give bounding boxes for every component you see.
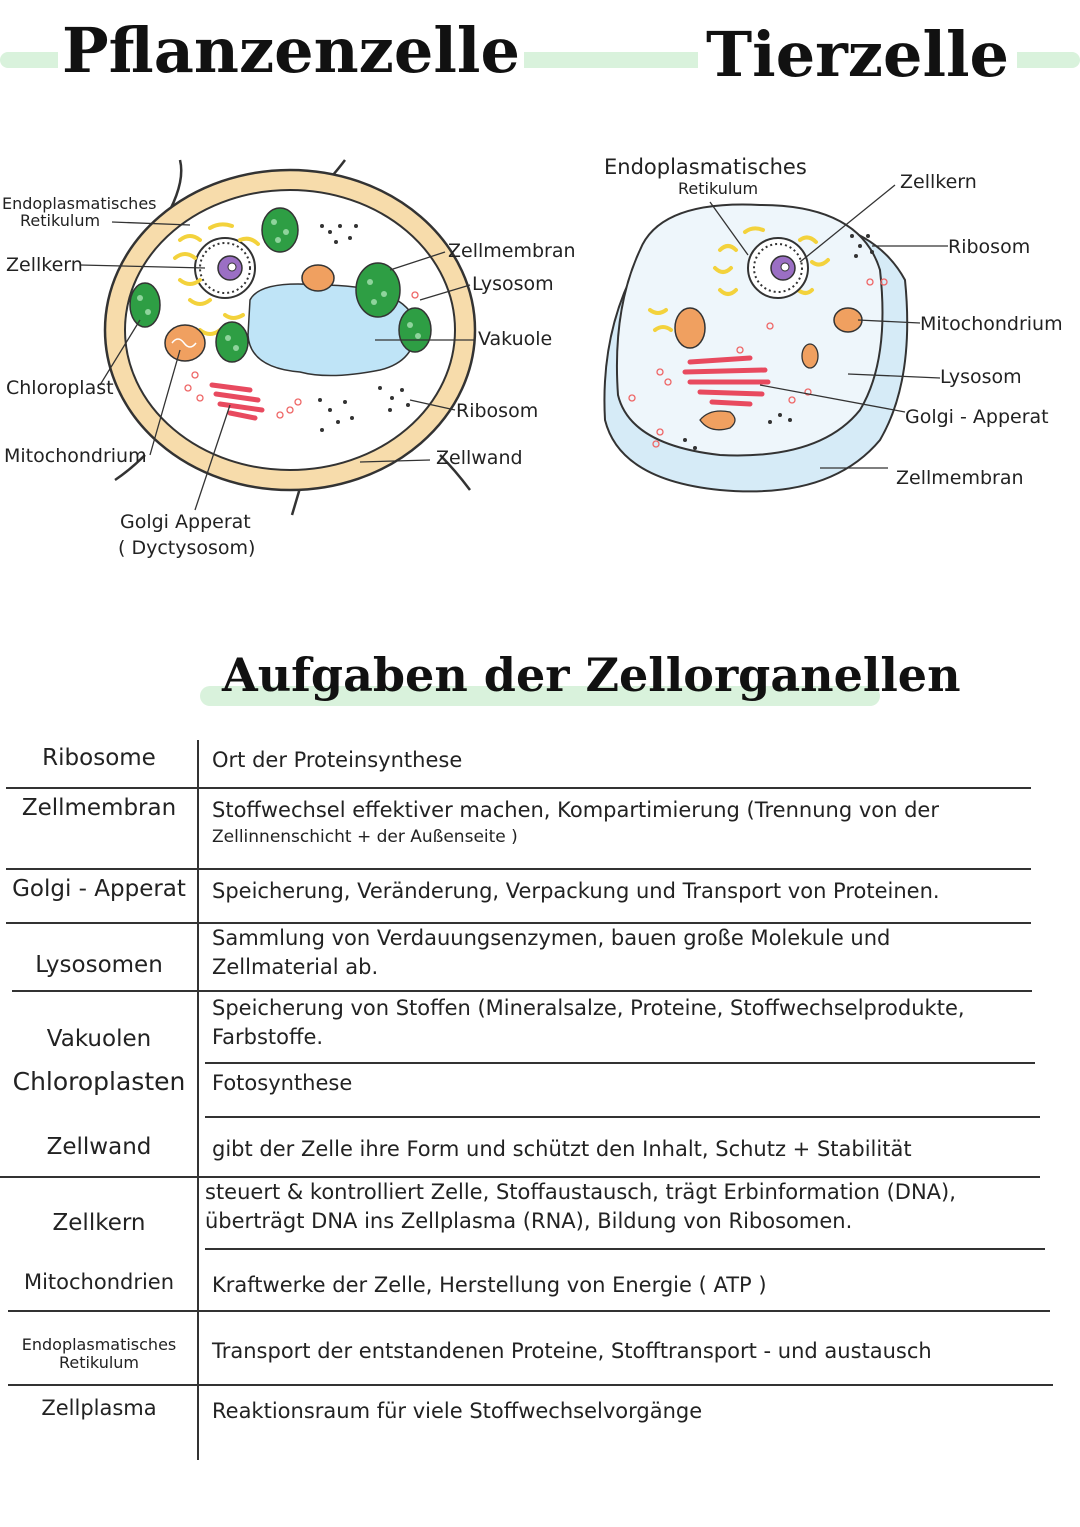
plant-label-er-1: Endoplasmatisches (2, 194, 157, 213)
animal-label-er-1: Endoplasmatisches (604, 155, 807, 179)
animal-label-er-2: Retikulum (678, 179, 759, 198)
row-name: Lysosomen (35, 952, 163, 978)
row-desc: Speicherung von Stoffen (Mineralsalze, Proteine, Stoffwechselprodukte, Farbstoffe. (212, 996, 965, 1050)
plant-label-golgi-1: Golgi Apperat (120, 511, 251, 533)
plant-label-membrane: Zellmembran (448, 240, 576, 262)
animal-label-nucleus: Zellkern (900, 171, 977, 193)
table-divider (205, 1248, 1045, 1250)
plant-label-wall: Zellwand (436, 447, 523, 469)
animal-label-ribosome: Ribosom (948, 236, 1031, 258)
row-desc: Sammlung von Verdauungsenzymen, bauen große Molekule und Zellmaterial ab. (212, 926, 891, 980)
plant-label-golgi-2: ( Dyctysosom) (118, 537, 256, 559)
plant-label-er-2: Retikulum (20, 211, 101, 230)
row-name: Endoplasmatisches Retikulum (21, 1335, 177, 1372)
animal-label-lysosome: Lysosom (940, 366, 1022, 388)
row-desc: Fotosynthese (212, 1071, 353, 1095)
plant-label-ribosome: Ribosom (456, 400, 539, 422)
row-name: Zellmembran (21, 795, 177, 821)
row-name: Zellwand (46, 1134, 152, 1160)
table-divider (205, 1116, 1040, 1118)
row-name: Vakuolen (46, 1026, 152, 1052)
plant-label-nucleus: Zellkern (6, 254, 83, 276)
row-desc: Speicherung, Veränderung, Verpackung und Transport von Proteinen. (212, 879, 940, 903)
row-name: Ribosome (42, 745, 156, 771)
row-desc: Kraftwerke der Zelle, Herstellung von Energie ( ATP ) (212, 1273, 767, 1297)
row-name: Zellplasma (41, 1396, 157, 1420)
title-animal-cell: Tierzelle (698, 18, 1017, 91)
row-name: Golgi - Apperat (12, 876, 186, 902)
table-divider (8, 1310, 1050, 1312)
animal-cell-illustration (0, 0, 1080, 620)
row-desc: steuert & kontrolliert Zelle, Stoffaustausch, trägt Erbinformation (DNA), überträgt DNA ins Zellplasma (RNA), Bildung von Ribosomen. (205, 1180, 956, 1234)
title-organelle-functions: Aufgaben der Zellorganellen (222, 648, 961, 702)
row-desc: Reaktionsraum für viele Stoffwechselvorgänge (212, 1399, 703, 1423)
animal-label-membrane: Zellmembran (896, 467, 1024, 489)
row-name: Chloroplasten (12, 1067, 186, 1096)
row-name: Zellkern (52, 1210, 146, 1236)
title-plant-cell: Pflanzenzelle (58, 14, 524, 87)
table-divider-vertical (197, 740, 199, 1460)
animal-label-golgi: Golgi - Apperat (905, 406, 1049, 428)
table-divider (205, 1062, 1035, 1064)
animal-nucleus (748, 238, 808, 298)
plant-label-mitochondrium: Mitochondrium (4, 445, 147, 467)
animal-label-mitochondrium: Mitochondrium (920, 313, 1063, 335)
table-divider (6, 868, 1031, 870)
row-desc: gibt der Zelle ihre Form und schützt den Inhalt, Schutz + Stabilität (212, 1137, 912, 1161)
table-divider (6, 787, 1031, 789)
row-desc: Ort der Proteinsynthese (212, 748, 463, 772)
row-name: Mitochondrien (23, 1270, 175, 1294)
table-divider (12, 990, 1032, 992)
row-desc: Stoffwechsel effektiver machen, Kompartimierung (Trennung von der Zellinnenschicht + der Außenseite ) (212, 798, 939, 848)
plant-label-chloroplast: Chloroplast (6, 377, 114, 399)
plant-label-vacuole: Vakuole (478, 328, 553, 350)
row-desc: Transport der entstandenen Proteine, Stofftransport - und austausch (212, 1339, 932, 1363)
plant-label-lysosome: Lysosom (472, 273, 554, 295)
table-divider (8, 1384, 1053, 1386)
